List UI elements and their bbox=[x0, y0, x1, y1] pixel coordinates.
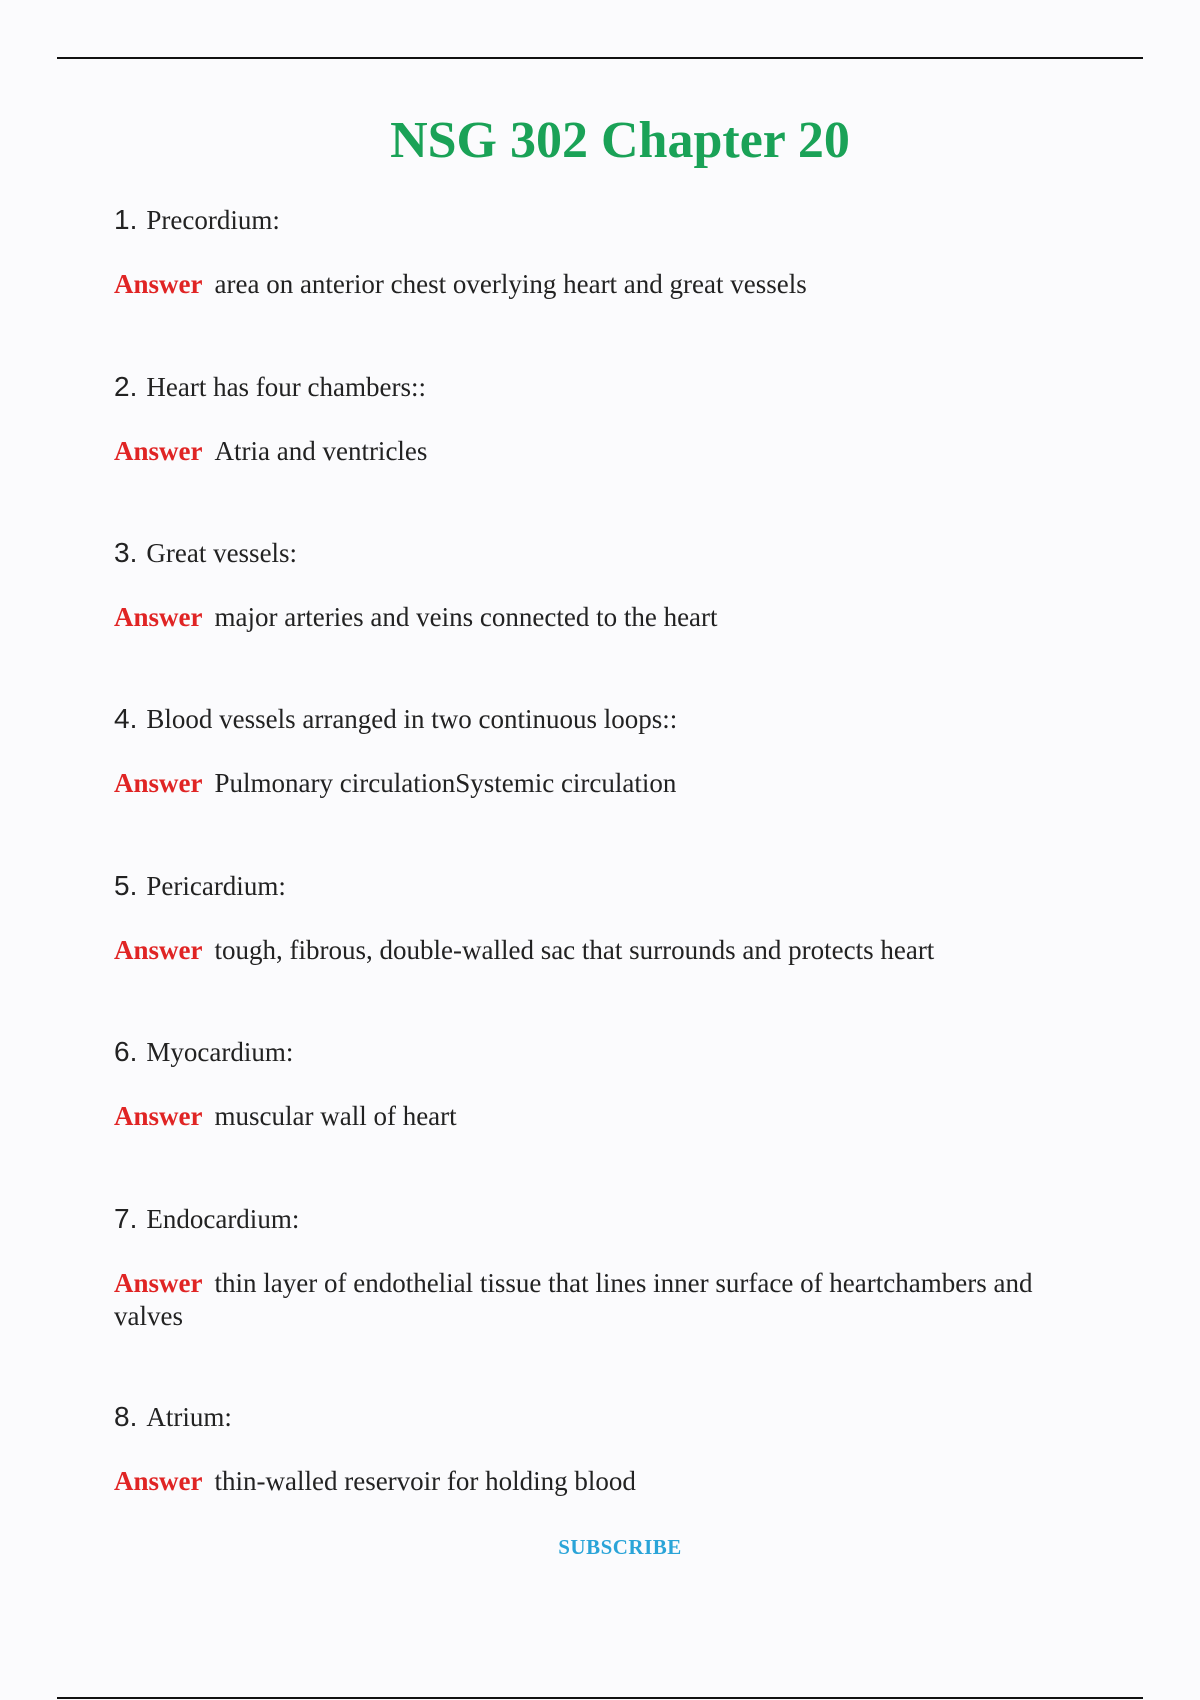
question-number: 2. bbox=[114, 371, 138, 402]
answer-text: major arteries and veins connected to the heart bbox=[214, 602, 718, 632]
qa-item-5 bbox=[114, 869, 1094, 967]
answer-text: Atria and ventricles bbox=[214, 436, 428, 466]
top-rule bbox=[57, 57, 1143, 59]
answer-text: thin-walled reservoir for holding blood bbox=[214, 1466, 636, 1496]
question-text: Heart has four chambers:: bbox=[146, 372, 426, 402]
bottom-rule bbox=[57, 1697, 1143, 1699]
question-text: Pericardium: bbox=[146, 871, 286, 901]
answer-text: Pulmonary circulationSystemic circulation bbox=[214, 768, 677, 798]
qa-item-4 bbox=[114, 702, 1094, 800]
answer-text: area on anterior chest overlying heart and great vessels bbox=[214, 269, 807, 299]
qa-item-7 bbox=[114, 1202, 1094, 1333]
answer-label: Answer bbox=[114, 1466, 203, 1496]
question-number: 6. bbox=[114, 1036, 138, 1067]
question bbox=[114, 1202, 1094, 1236]
answer bbox=[114, 1465, 1094, 1498]
question-text: Blood vessels arranged in two continuous loops:: bbox=[146, 704, 678, 734]
question bbox=[114, 1035, 1094, 1069]
page-title: NSG 302 Chapter 20 bbox=[390, 112, 850, 169]
answer-label: Answer bbox=[114, 1101, 203, 1131]
question bbox=[114, 1400, 1094, 1434]
question-text: Great vessels: bbox=[146, 538, 298, 568]
answer bbox=[114, 1267, 1094, 1333]
qa-item-1 bbox=[114, 203, 1094, 301]
answer bbox=[114, 435, 1094, 468]
question bbox=[114, 536, 1094, 570]
question bbox=[114, 869, 1094, 903]
answer-text: thin layer of endothelial tissue that lines inner surface of heartchambers and valves bbox=[114, 1268, 1033, 1331]
answer-text: tough, fibrous, double-walled sac that surrounds and protects heart bbox=[214, 935, 935, 965]
question-text: Precordium: bbox=[146, 205, 280, 235]
answer bbox=[114, 268, 1094, 301]
qa-item-3 bbox=[114, 536, 1094, 634]
answer-label: Answer bbox=[114, 602, 203, 632]
answer-label: Answer bbox=[114, 768, 203, 798]
question-number: 7. bbox=[114, 1203, 138, 1234]
answer-label: Answer bbox=[114, 269, 203, 299]
answer bbox=[114, 934, 1094, 967]
answer-text: muscular wall of heart bbox=[214, 1101, 457, 1131]
qa-item-8 bbox=[114, 1400, 1094, 1498]
subscribe-link[interactable]: SUBSCRIBE bbox=[558, 1535, 682, 1559]
qa-item-2 bbox=[114, 370, 1094, 468]
question-text: Atrium: bbox=[146, 1402, 232, 1432]
answer-label: Answer bbox=[114, 436, 203, 466]
answer-label: Answer bbox=[114, 935, 203, 965]
answer bbox=[114, 767, 1094, 800]
qa-item-6 bbox=[114, 1035, 1094, 1133]
question bbox=[114, 702, 1094, 736]
question-number: 5. bbox=[114, 870, 138, 901]
answer-label: Answer bbox=[114, 1268, 203, 1298]
question-number: 4. bbox=[114, 703, 138, 734]
question bbox=[114, 203, 1094, 237]
answer bbox=[114, 1100, 1094, 1133]
answer bbox=[114, 601, 1094, 634]
question-number: 3. bbox=[114, 537, 138, 568]
question-number: 1. bbox=[114, 204, 138, 235]
question-text: Endocardium: bbox=[146, 1204, 300, 1234]
question bbox=[114, 370, 1094, 404]
question-text: Myocardium: bbox=[146, 1037, 294, 1067]
question-number: 8. bbox=[114, 1401, 138, 1432]
